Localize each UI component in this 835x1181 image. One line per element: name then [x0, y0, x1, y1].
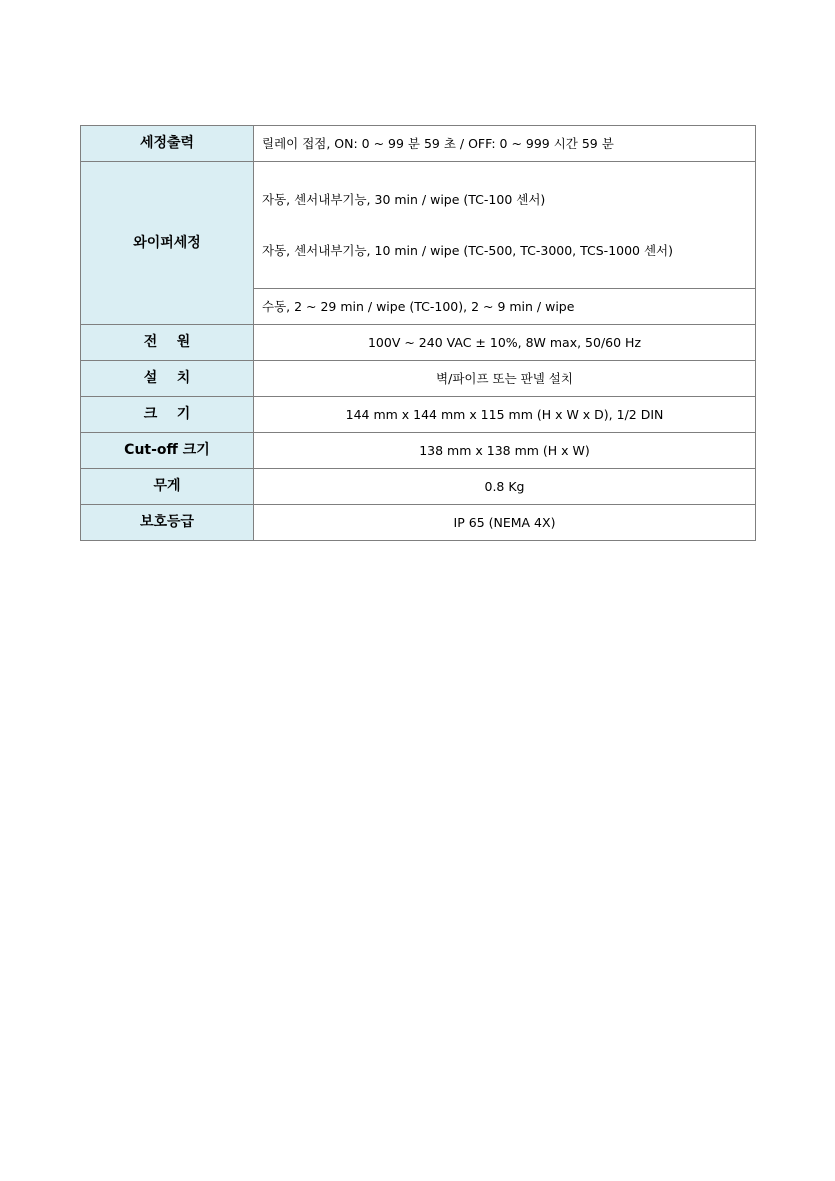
- table-row: [81, 397, 756, 433]
- label-size: 크 기: [81, 397, 254, 433]
- label-output: 세정출력: [81, 126, 254, 162]
- wiper-auto-line-2: 자동, 센서내부기능, 10 min / wipe (TC-500, TC-3000, TCS-1000 센서): [262, 243, 674, 258]
- value-size: 144 mm x 144 mm x 115 mm (H x W x D), 1/2 DIN: [254, 397, 756, 433]
- value-wiper-manual: 수동, 2 ~ 29 min / wipe (TC-100), 2 ~ 9 min / wipe: [254, 289, 756, 325]
- table-row: [81, 469, 756, 505]
- label-weight: 무게: [81, 469, 254, 505]
- wiper-auto-line-1: 자동, 센서내부기능, 30 min / wipe (TC-100 센서): [262, 192, 546, 207]
- label-power: 전 원: [81, 325, 254, 361]
- value-install: 벽/파이프 또는 판넬 설치: [254, 361, 756, 397]
- spec-table: [80, 125, 756, 541]
- table-row: [81, 325, 756, 361]
- value-cutoff: 138 mm x 138 mm (H x W): [254, 433, 756, 469]
- value-weight: 0.8 Kg: [254, 469, 756, 505]
- label-install: 설 치: [81, 361, 254, 397]
- table-row: [81, 361, 756, 397]
- value-power: 100V ~ 240 VAC ± 10%, 8W max, 50/60 Hz: [254, 325, 756, 361]
- value-output: 릴레이 접점, ON: 0 ~ 99 분 59 초 / OFF: 0 ~ 999 시간 59 분: [254, 126, 756, 162]
- table-row: [81, 126, 756, 162]
- table-row: [81, 162, 756, 289]
- label-cutoff: Cut-off 크기: [81, 433, 254, 469]
- table-row: [81, 505, 756, 541]
- table-row: [81, 433, 756, 469]
- value-protection: IP 65 (NEMA 4X): [254, 505, 756, 541]
- label-protection: 보호등급: [81, 505, 254, 541]
- value-wiper-auto: [254, 162, 756, 289]
- label-wiper: 와이퍼세정: [81, 162, 254, 325]
